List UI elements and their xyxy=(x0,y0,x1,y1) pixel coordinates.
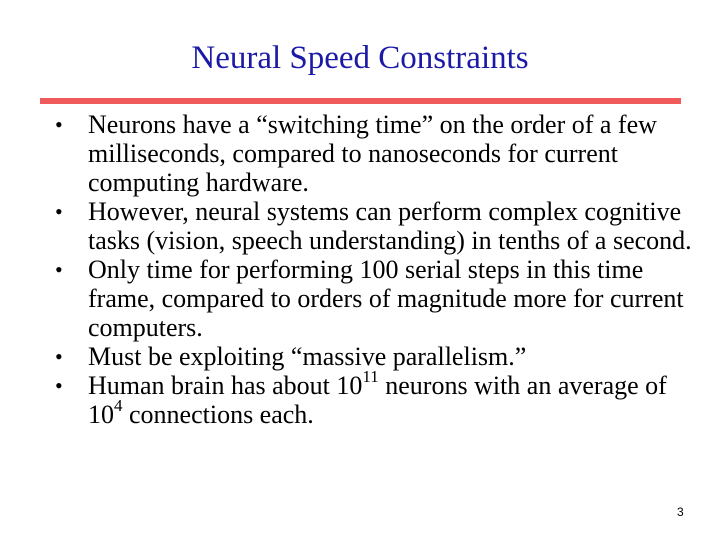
exponent: 11 xyxy=(362,367,379,387)
bullet-list xyxy=(55,110,695,429)
bullet-text xyxy=(88,367,667,429)
bullet-dot-icon: • xyxy=(55,257,63,282)
bullet-text-part: neurons with an average of 10 xyxy=(88,371,667,429)
page-number: 3 xyxy=(677,505,684,519)
bullet-text: Only time for performing 100 serial steps in this time frame, compared to orders of magnitude more for current computers. xyxy=(88,255,684,342)
bullet-dot-icon: • xyxy=(55,344,63,369)
bullet-text-part: connections each. xyxy=(122,400,314,429)
bullet-dot-icon: • xyxy=(55,373,63,398)
bullet-text: However, neural systems can perform complex cognitive tasks (vision, speech understanding) in tenths of a second. xyxy=(88,197,692,255)
bullet-dot-icon: • xyxy=(55,112,63,137)
bullet-text-part: Human brain has about 10 xyxy=(88,371,363,400)
bullet-item xyxy=(55,255,695,342)
bullet-text: Neurons have a “switching time” on the order of a few milliseconds, compared to nanoseconds for current computing hardware. xyxy=(88,110,657,197)
bullet-dot-icon: • xyxy=(55,199,63,224)
bullet-item xyxy=(55,197,695,255)
bullet-item xyxy=(55,110,695,197)
bullet-text: Must be exploiting “massive parallelism.” xyxy=(88,342,527,371)
exponent: 4 xyxy=(114,396,123,416)
title-divider xyxy=(40,98,681,104)
slide-title: Neural Speed Constraints xyxy=(191,40,529,76)
bullet-item xyxy=(55,367,695,429)
